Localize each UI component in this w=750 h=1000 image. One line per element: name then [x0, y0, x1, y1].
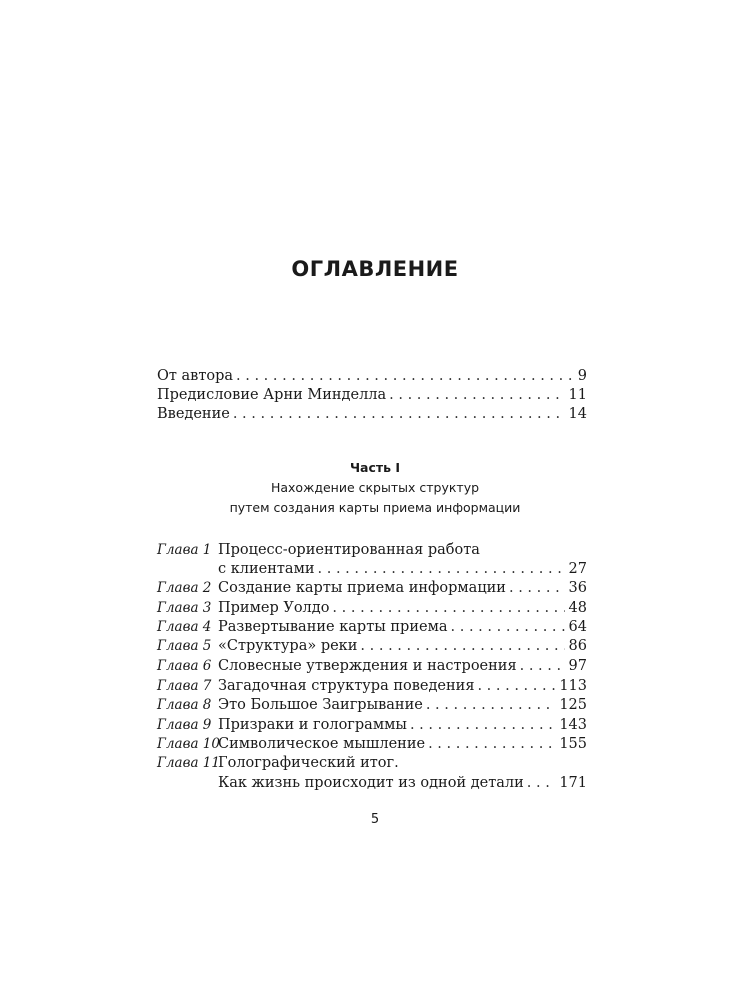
- toc-entry: [218, 773, 587, 793]
- chapter-label: Глава 7: [157, 678, 212, 694]
- dot-leader: [318, 559, 565, 579]
- toc-entry-page: 14: [568, 406, 587, 422]
- toc-entry: [218, 656, 587, 676]
- dot-leader: [428, 734, 555, 754]
- chapter-label: Глава 8: [157, 697, 212, 713]
- part-subtitle-line2: путем создания карты приема информации: [229, 500, 521, 515]
- chapter-title: Это Большое Заигрывание: [218, 697, 423, 713]
- dot-leader: [332, 598, 564, 618]
- dot-leader: [360, 636, 564, 656]
- chapter-title: Голографический итог.: [218, 755, 399, 771]
- chapter-title: Символическое мышление: [218, 736, 426, 752]
- chapter-label: Глава 9: [157, 717, 212, 733]
- chapter-label: Глава 3: [157, 600, 212, 616]
- toc-entry: [157, 404, 587, 424]
- toc-entry-title: От автора: [157, 368, 234, 384]
- toc-entry-page: 86: [568, 638, 587, 654]
- toc-entry-page: 48: [568, 600, 587, 616]
- page-number: 5: [370, 812, 380, 827]
- chapter-title: Пример Уолдо: [218, 600, 330, 616]
- dot-leader: [426, 695, 555, 715]
- chapter-label: Глава 10: [157, 736, 220, 752]
- dot-leader: [527, 773, 556, 793]
- toc-entry-page: 27: [568, 561, 587, 577]
- chapter-title: Процесс-ориентированная работа: [218, 542, 480, 558]
- chapter-title: Создание карты приема информации: [218, 580, 506, 596]
- chapter-title-continued: с клиентами: [218, 561, 315, 577]
- toc-entry-page: 171: [559, 775, 587, 791]
- dot-leader: [389, 385, 564, 405]
- toc-entry-page: 64: [568, 619, 587, 635]
- toc-entry-page: 36: [568, 580, 587, 596]
- chapter-label: Глава 5: [157, 638, 212, 654]
- chapter-title: Развертывание карты приема: [218, 619, 448, 635]
- toc-entry: [218, 695, 587, 715]
- dot-leader: [410, 715, 555, 735]
- toc-entry: [157, 366, 587, 386]
- chapter-title: Загадочная структура поведения: [218, 678, 475, 694]
- part-label: Часть I: [349, 460, 401, 475]
- toc-entry: [218, 715, 587, 735]
- chapter-title: «Структура» реки: [218, 638, 358, 654]
- toc-entry-page: 143: [559, 717, 587, 733]
- toc-entry: [218, 598, 587, 618]
- page-title: ОГЛАВЛЕНИЕ: [291, 257, 459, 281]
- toc-entry-title: Введение: [157, 406, 230, 422]
- toc-entry-page: 113: [559, 678, 587, 694]
- chapter-label: Глава 6: [157, 658, 212, 674]
- dot-leader: [233, 404, 565, 424]
- chapter-title: Призраки и голограммы: [218, 717, 407, 733]
- dot-leader: [236, 366, 574, 386]
- chapter-label: Глава 4: [157, 619, 212, 635]
- toc-entry-page: 125: [559, 697, 587, 713]
- toc-entry: [218, 578, 587, 598]
- toc-entry-page: 9: [577, 368, 587, 384]
- chapter-label: Глава 1: [157, 542, 212, 558]
- dot-leader: [451, 617, 565, 637]
- chapter-label: Глава 11: [157, 755, 220, 771]
- toc-entry: [218, 636, 587, 656]
- toc-entry-title: Предисловие Арни Минделла: [157, 387, 387, 403]
- toc-entry: [157, 385, 587, 405]
- dot-leader: [477, 676, 555, 696]
- chapter-title-continued: Как жизнь происходит из одной детали: [218, 775, 524, 791]
- toc-entry: [218, 617, 587, 637]
- dot-leader: [509, 578, 565, 598]
- part-subtitle-line1: Нахождение скрытых структур: [270, 480, 480, 495]
- chapter-title: Словесные утверждения и настроения: [218, 658, 517, 674]
- toc-entry: [218, 559, 587, 579]
- toc-entry: [218, 676, 587, 696]
- toc-entry-page: 11: [568, 387, 587, 403]
- dot-leader: [520, 656, 565, 676]
- chapter-label: Глава 2: [157, 580, 212, 596]
- toc-entry-page: 97: [568, 658, 587, 674]
- toc-entry: [218, 734, 587, 754]
- toc-entry-page: 155: [559, 736, 587, 752]
